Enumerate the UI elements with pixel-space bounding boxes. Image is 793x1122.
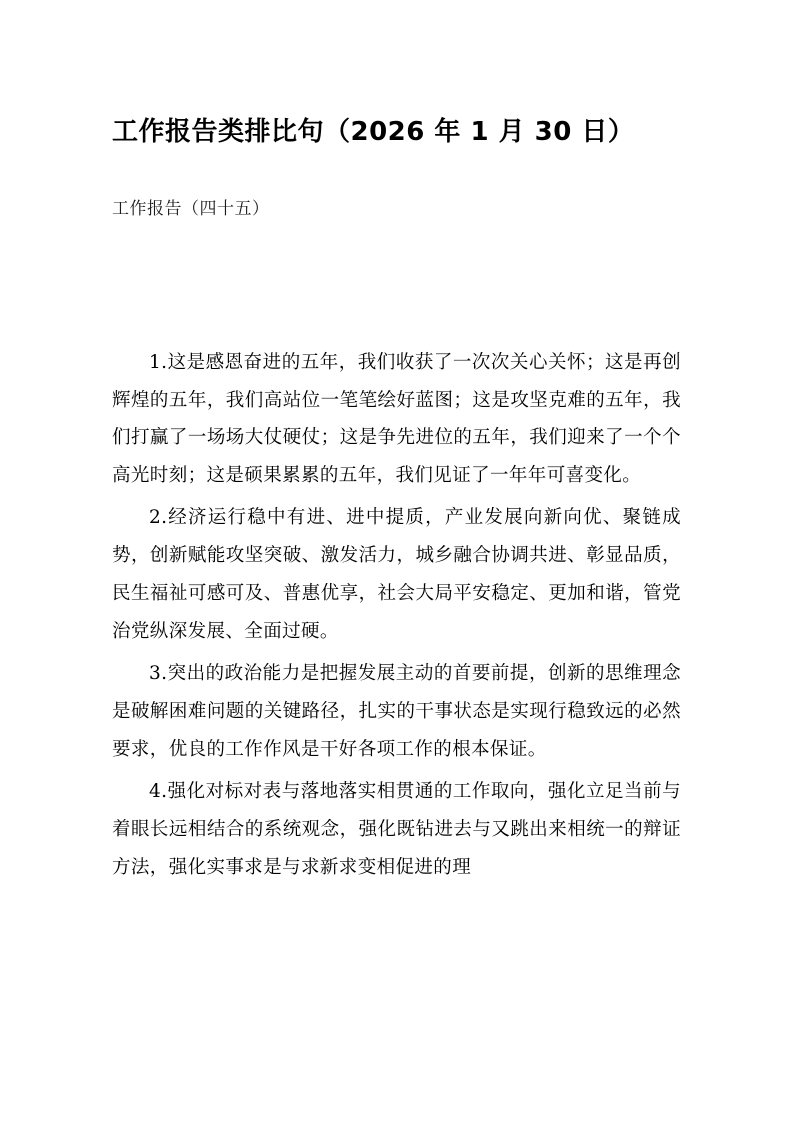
document-subtitle: 工作报告（四十五） [112, 199, 270, 220]
paragraph: 4.强化对标对表与落地落实相贯通的工作取向，强化立足当前与着眼长远相结合的系统观念，强化既钻进去与又跳出来相统一的辩证方法，强化实事求是与求新求变相促进的理 [112, 780, 681, 878]
paragraph: 3.突出的政治能力是把握发展主动的首要前提，创新的思维理念是破解困难问题的关键路径，扎实的干事状态是实现行稳致远的必然要求，优良的工作作风是干好各项工作的根本保证。 [112, 662, 681, 760]
page-title: 工作报告类排比句（2026 年 1 月 30 日） [112, 117, 635, 147]
paragraph: 2.经济运行稳中有进、进中提质，产业发展向新向优、聚链成势，创新赋能攻坚突破、激发活力，城乡融合协调共进、彰显品质，民生福祉可感可及、普惠优享，社会大局平安稳定、更加和谐，管党治党纵深发展、全面过硬。 [112, 507, 681, 643]
document-body [112, 344, 681, 887]
paragraph: 1.这是感恩奋进的五年，我们收获了一次次关心关怀；这是再创辉煌的五年，我们高站位一笔笔绘好蓝图；这是攻坚克难的五年，我们打赢了一场场大仗硬仗；这是争先进位的五年，我们迎来了一个个高光时刻；这是硕果累累的五年，我们见证了一年年可喜变化。 [112, 351, 681, 487]
